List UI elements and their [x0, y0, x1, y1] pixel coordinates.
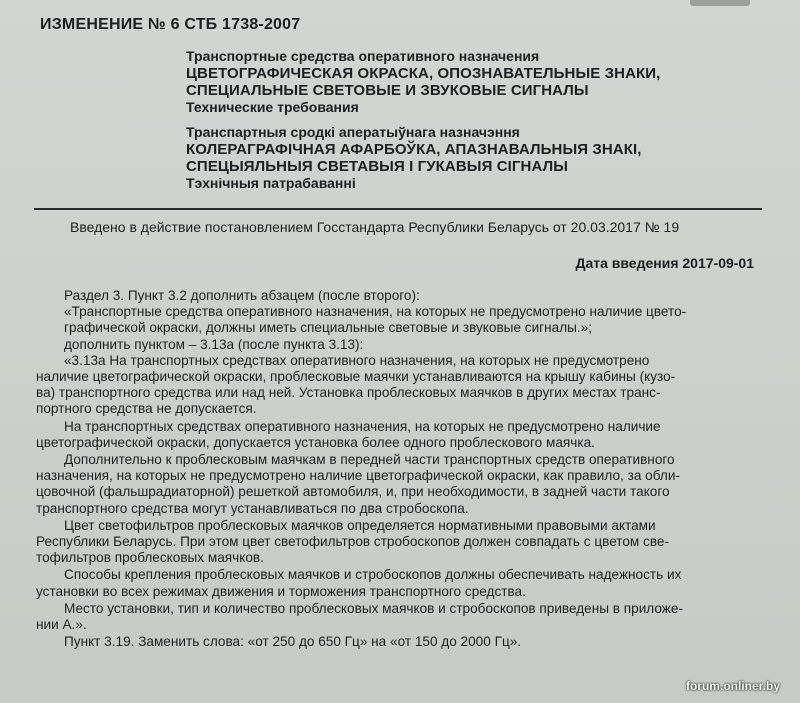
body-line: Место установки, тип и количество проблесковых маячков и стробоскопов приведены в приложе- [64, 600, 683, 616]
title-ru-subject: Транспортные средства оперативного назначения [186, 48, 540, 64]
title-by-subtitle: Тэхнічныя патрабаванні [186, 175, 356, 191]
header-divider [34, 208, 762, 210]
body-line: «Транспортные средства оперативного назначения, на которых не предусмотрено наличие цвето- [64, 304, 687, 320]
body-line: нии А.». [36, 617, 87, 633]
body-line: назначения, на которых не предусмотрено наличие цветографической окраски, как правило, за обли- [36, 468, 680, 484]
body-line: дополнить пунктом – 3.13а (после пункта 3.13): [64, 336, 364, 352]
body-line: портного средства не допускается. [36, 401, 257, 417]
corner-mark [690, 0, 750, 6]
body-line: Способы крепления проблесковых маячков и стробоскопов должны обеспечивать надежность их [64, 567, 682, 583]
body-line: Цвет светофильтров проблесковых маячков определяется нормативными правовыми актами [64, 517, 656, 533]
title-by-main-1: КОЛЕРАГРАФІЧНАЯ АФАРБОЎКА, АПАЗНАВАЛЬНЫЯ ЗНАКІ, [186, 141, 642, 158]
body-line: Раздел 3. Пункт 3.2 дополнить абзацем (после второго): [64, 288, 420, 303]
body-line: цветографической окраски, допускается установка более одного проблескового маячка. [36, 434, 595, 450]
document-id: ИЗМЕНЕНИЕ № 6 СТБ 1738-2007 [40, 16, 301, 33]
body-line: Пункт 3.19. Заменить слова: «от 250 до 650 Гц» на «от 150 до 2000 Гц». [64, 634, 522, 650]
title-ru-main-1: ЦВЕТОГРАФИЧЕСКАЯ ОКРАСКА, ОПОЗНАВАТЕЛЬНЫЕ ЗНАКИ, [186, 65, 661, 82]
title-by-main-2: СПЕЦЫЯЛЬНЫЯ СВЕТАВЫЯ І ГУКАВЫЯ СІГНАЛЫ [186, 158, 568, 175]
body-line: графической окраски, должны иметь специальные световые и звуковые сигналы.»; [64, 320, 593, 336]
body-line: транспортного средства могут устанавливаться по два стробоскопа. [36, 500, 469, 516]
title-block-belarusian [186, 124, 746, 192]
title-ru-subtitle: Технические требования [186, 99, 359, 115]
body-line: Республики Беларусь. При этом цвет светофильтров стробоскопов должен совпадать с цветом све- [36, 534, 670, 550]
body-line: ва) транспортного средства или над ней. Установка проблесковых маячков в других местах транс- [36, 385, 661, 401]
title-ru-main-2: СПЕЦИАЛЬНЫЕ СВЕТОВЫЕ И ЗВУКОВЫЕ СИГНАЛЫ [186, 82, 589, 99]
site-watermark: forum.onliner.by [685, 679, 780, 693]
title-block-russian [186, 48, 746, 116]
body-line: цовочной (фальшрадиаторной) решеткой автомобиля, и, при необходимости, в задней части такого [36, 484, 670, 500]
body-line: На транспортных средствах оперативного назначения, на которых не предусмотрено наличие [64, 418, 661, 434]
effective-date: Дата введения 2017-09-01 [575, 255, 754, 271]
title-by-subject: Транспартныя сродкі аператыўнага назначэння [186, 124, 520, 140]
enactment-statement: Введено в действие постановлением Госстандарта Республики Беларусь от 20.03.2017 № 19 [70, 219, 680, 235]
body-line: Дополнительно к проблесковым маячкам в передней части транспортных средств оперативного [64, 452, 675, 468]
body-line: тофильтров проблесковых маячков. [36, 550, 264, 566]
body-line: «3.13а На транспортных средствах оперативного назначения, на которых не предусмотрено [64, 352, 650, 368]
amendment-body [36, 288, 756, 650]
body-line: установки во всех режимах движения и торможения транспортного средства. [36, 583, 526, 599]
body-line: наличие цветографической окраски, проблесковые маячки устанавливаются на крышу кабины (кузо- [36, 369, 676, 385]
